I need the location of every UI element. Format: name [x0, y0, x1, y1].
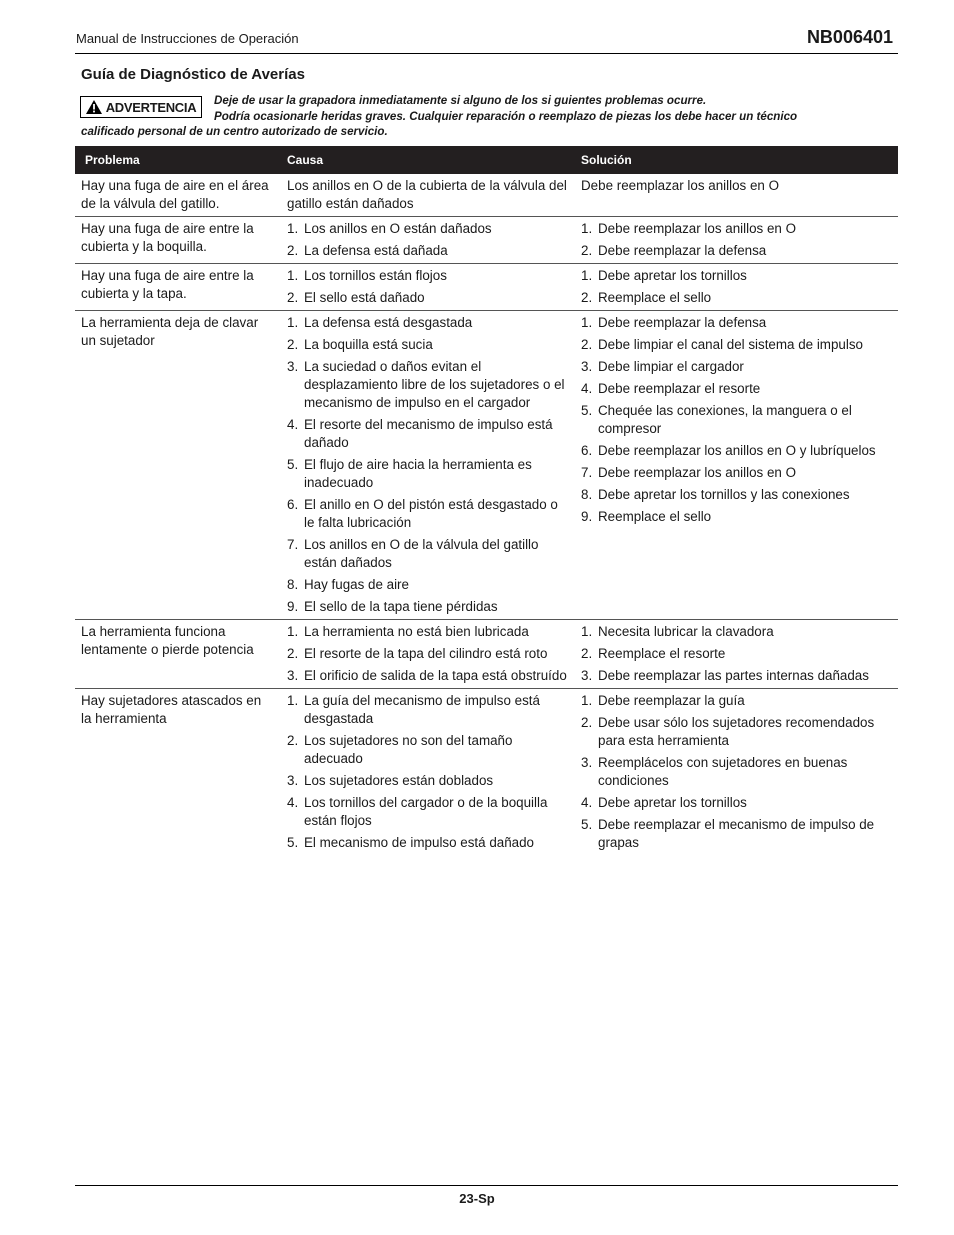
list-item	[581, 177, 894, 195]
list-item	[287, 220, 568, 238]
item-text: Reemplácelos con sujetadores en buenas condiciones	[598, 755, 848, 788]
item-text: Los tornillos del cargador o de la boquilla están flojos	[304, 795, 548, 828]
item-text: La boquilla está sucia	[304, 337, 433, 352]
item-text: Los tornillos están flojos	[304, 268, 447, 283]
item-text: El orificio de salida de la tapa está obstruído	[304, 668, 567, 683]
item-text: Debe reemplazar la guía	[598, 693, 745, 708]
item-text: El sello está dañado	[304, 290, 425, 305]
list-item	[581, 754, 894, 790]
item-number: 3.	[287, 668, 299, 683]
list-item	[581, 692, 894, 710]
warning-line-1: Deje de usar la grapadora inmediatamente si alguno de los si guientes problemas ocurre.	[214, 94, 707, 107]
item-text: El mecanismo de impulso está dañado	[304, 835, 535, 850]
item-text: Debe apretar los tornillos	[598, 795, 747, 810]
item-text: La defensa está dañada	[304, 243, 448, 258]
item-number: 9.	[581, 509, 593, 524]
item-number: 1.	[581, 221, 593, 236]
item-number: 2.	[581, 243, 593, 258]
list-item	[581, 220, 894, 238]
item-text: El anillo en O del pistón está desgastado o le falta lubricación	[304, 497, 558, 530]
header-problem: Problema	[75, 146, 275, 174]
list-item	[287, 267, 568, 285]
table-header-row	[75, 146, 898, 174]
table-row	[75, 311, 898, 620]
item-text: Reemplace el resorte	[598, 646, 726, 661]
table-row	[75, 264, 898, 311]
list-item	[581, 714, 894, 750]
item-number: 3.	[287, 773, 299, 788]
header-solution: Solución	[572, 146, 898, 174]
item-number: 2.	[287, 733, 299, 748]
solution-cell	[572, 689, 898, 856]
warning-line-2: Podría ocasionarle heridas graves. Cualquier reparación o reemplazo de piezas los debe hacer un técnico	[214, 109, 798, 123]
header-divider	[75, 53, 898, 54]
list-item	[581, 508, 894, 526]
item-number: 4.	[581, 795, 593, 810]
list-item	[287, 645, 568, 663]
list-item	[287, 177, 568, 213]
item-number: 2.	[287, 290, 299, 305]
list-item	[581, 816, 894, 852]
item-number: 1.	[287, 315, 299, 330]
cause-cell	[275, 311, 572, 620]
cause-cell	[275, 689, 572, 856]
item-number: 2.	[287, 646, 299, 661]
section-title: Guía de Diagnóstico de Averías	[81, 66, 305, 83]
list-item	[581, 380, 894, 398]
list-item	[581, 645, 894, 663]
footer-divider	[75, 1185, 898, 1186]
item-text: Los anillos en O de la cubierta de la válvula del gatillo están dañados	[287, 178, 567, 211]
item-number: 3.	[581, 668, 593, 683]
item-number: 2.	[287, 243, 299, 258]
list-item	[287, 598, 568, 616]
item-number: 2.	[287, 337, 299, 352]
list-item	[287, 416, 568, 452]
item-text: Debe reemplazar las partes internas dañadas	[598, 668, 869, 683]
item-number: 1.	[581, 693, 593, 708]
list-item	[287, 336, 568, 354]
item-text: La guía del mecanismo de impulso está desgastada	[304, 693, 540, 726]
solution-cell	[572, 174, 898, 217]
solution-cell	[572, 217, 898, 264]
list-item	[581, 442, 894, 460]
list-item	[287, 667, 568, 685]
item-number: 5.	[581, 403, 593, 418]
list-item	[287, 772, 568, 790]
list-item	[287, 358, 568, 412]
item-number: 5.	[287, 835, 299, 850]
list-item	[287, 576, 568, 594]
solution-cell	[572, 620, 898, 689]
cause-cell	[275, 264, 572, 311]
item-text: Debe reemplazar la defensa	[598, 315, 767, 330]
manual-title: Manual de Instrucciones de Operación	[76, 31, 299, 46]
table-row	[75, 174, 898, 217]
item-number: 1.	[287, 693, 299, 708]
cause-cell	[275, 174, 572, 217]
item-number: 2.	[581, 337, 593, 352]
item-number: 4.	[287, 417, 299, 432]
list-item	[581, 358, 894, 376]
problem-cell: Hay sujetadores atascados en la herramienta	[81, 693, 262, 726]
item-number: 8.	[287, 577, 299, 592]
header-cause: Causa	[275, 146, 572, 174]
problem-cell: Hay una fuga de aire entre la cubierta y la tapa.	[75, 264, 275, 311]
list-item	[581, 336, 894, 354]
troubleshooting-table	[75, 146, 898, 855]
table-body	[75, 174, 898, 855]
item-number: 1.	[287, 221, 299, 236]
item-text: Debe reemplazar el mecanismo de impulso de grapas	[598, 817, 875, 850]
warning-triangle-icon	[86, 100, 102, 114]
problem-cell: Hay una fuga de aire en el área de la válvula del gatillo.	[75, 174, 275, 217]
list-item	[581, 794, 894, 812]
item-text: Debe limpiar el canal del sistema de impulso	[598, 337, 863, 352]
item-text: Los sujetadores no son del tamaño adecuado	[304, 733, 513, 766]
problem-cell: Hay una fuga de aire entre la cubierta y la boquilla.	[75, 217, 275, 264]
list-item	[287, 692, 568, 728]
list-item	[287, 623, 568, 641]
item-number: 9.	[287, 599, 299, 614]
item-text: Reemplace el sello	[598, 290, 712, 305]
item-text: Debe apretar los tornillos y las conexiones	[598, 487, 850, 502]
table-row	[75, 620, 898, 689]
warning-line-3: calificado personal de un centro autorizado de servicio.	[81, 125, 388, 138]
item-text: Debe reemplazar los anillos en O	[598, 221, 796, 236]
cause-cell	[275, 620, 572, 689]
item-number: 7.	[287, 537, 299, 552]
list-item	[581, 267, 894, 285]
item-number: 1.	[287, 268, 299, 283]
item-number: 6.	[581, 443, 593, 458]
item-text: La herramienta no está bien lubricada	[304, 624, 529, 639]
list-item	[287, 314, 568, 332]
item-number: 1.	[581, 315, 593, 330]
item-number: 3.	[287, 359, 299, 374]
item-number: 2.	[581, 646, 593, 661]
item-number: 4.	[287, 795, 299, 810]
list-item	[581, 464, 894, 482]
item-number: 5.	[581, 817, 593, 832]
item-number: 2.	[581, 715, 593, 730]
item-text: Necesita lubricar la clavadora	[598, 624, 774, 639]
item-number: 1.	[581, 268, 593, 283]
cause-cell	[275, 217, 572, 264]
item-text: El resorte de la tapa del cilindro está roto	[304, 646, 548, 661]
item-text: Reemplace el sello	[598, 509, 712, 524]
list-item	[581, 314, 894, 332]
solution-cell	[572, 311, 898, 620]
item-text: Los sujetadores están doblados	[304, 773, 494, 788]
list-item	[287, 456, 568, 492]
list-item	[287, 794, 568, 830]
model-number: NB006401	[806, 27, 893, 47]
item-number: 5.	[287, 457, 299, 472]
list-item	[287, 496, 568, 532]
item-number: 2.	[581, 290, 593, 305]
item-text: Debe limpiar el cargador	[598, 359, 744, 374]
table-row	[75, 217, 898, 264]
item-text: Chequée las conexiones, la manguera o el compresor	[598, 403, 852, 436]
table-row	[75, 689, 898, 856]
item-text: Debe reemplazar los anillos en O	[598, 465, 796, 480]
item-text: Debe reemplazar la defensa	[598, 243, 767, 258]
item-number: 6.	[287, 497, 299, 512]
item-number: 3.	[581, 755, 593, 770]
list-item	[581, 242, 894, 260]
item-text: Debe reemplazar el resorte	[598, 381, 761, 396]
solution-cell	[572, 264, 898, 311]
item-number: 3.	[581, 359, 593, 374]
problem-cell: La herramienta funciona lentamente o pierde potencia	[75, 620, 275, 689]
list-item	[287, 834, 568, 852]
list-item	[581, 623, 894, 641]
item-text: Debe apretar los tornillos	[598, 268, 747, 283]
item-number: 1.	[287, 624, 299, 639]
list-item	[581, 667, 894, 685]
problem-cell: La herramienta deja de clavar un sujetador	[75, 311, 275, 620]
item-text: El flujo de aire hacia la herramienta es inadecuado	[304, 457, 532, 490]
item-text: Debe reemplazar los anillos en O	[581, 178, 779, 193]
item-text: Debe reemplazar los anillos en O y lubríquelos	[598, 443, 876, 458]
list-item	[581, 486, 894, 504]
item-text: La defensa está desgastada	[304, 315, 473, 330]
list-item	[287, 536, 568, 572]
item-text: Los anillos en O están dañados	[304, 221, 492, 236]
list-item	[287, 732, 568, 768]
item-number: 7.	[581, 465, 593, 480]
item-number: 8.	[581, 487, 593, 502]
list-item	[287, 242, 568, 260]
item-text: Los anillos en O de la válvula del gatillo están dañados	[304, 537, 539, 570]
warning-label: ADVERTENCIA	[105, 99, 197, 115]
item-text: La suciedad o daños evitan el desplazamiento libre de los sujetadores o el mecanismo de impulso en el cargador	[304, 359, 565, 410]
list-item	[581, 289, 894, 307]
warning-badge	[80, 96, 202, 118]
item-text: Debe usar sólo los sujetadores recomendados para esta herramienta	[598, 715, 875, 748]
warning-text	[81, 93, 896, 140]
item-text: Hay fugas de aire	[304, 577, 409, 592]
item-number: 4.	[581, 381, 593, 396]
item-number: 1.	[581, 624, 593, 639]
item-text: El sello de la tapa tiene pérdidas	[304, 599, 498, 614]
page-number: 23-Sp	[459, 1191, 495, 1206]
list-item	[581, 402, 894, 438]
item-text: El resorte del mecanismo de impulso está dañado	[304, 417, 553, 450]
list-item	[287, 289, 568, 307]
